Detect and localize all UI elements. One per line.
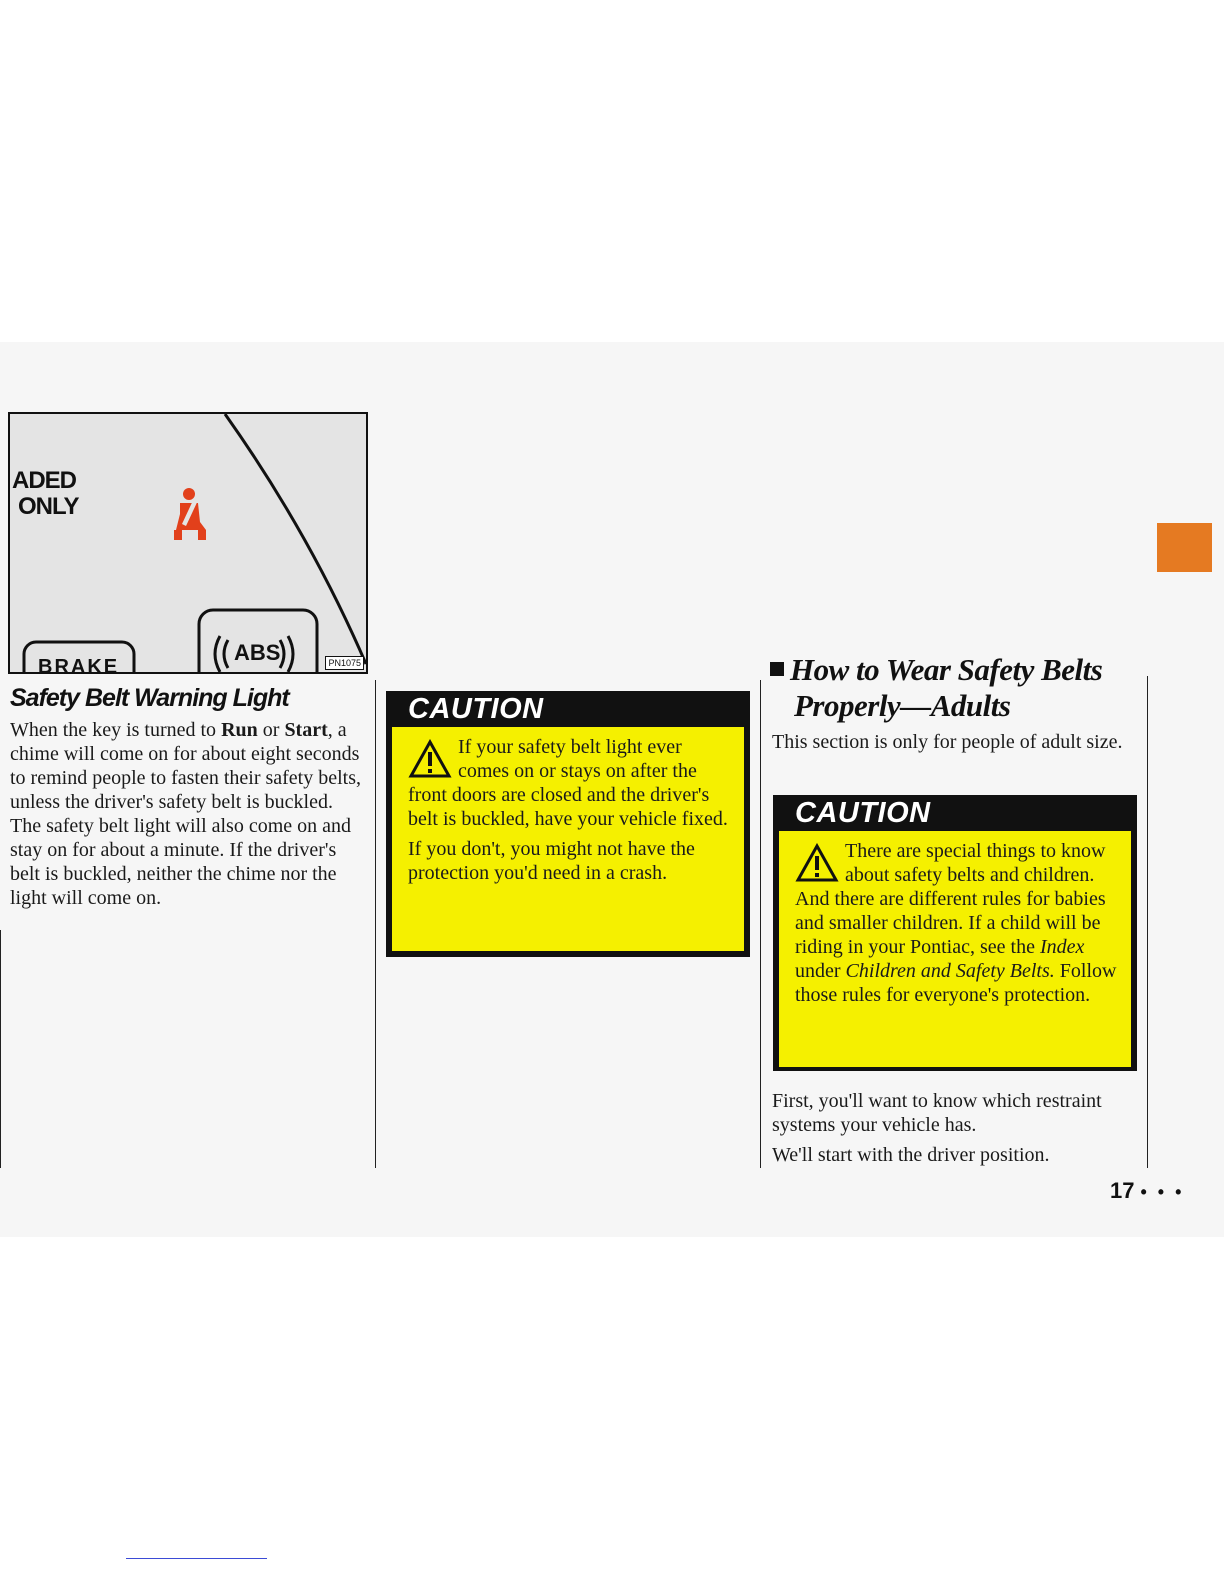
figure-code: PN1075 xyxy=(325,656,364,670)
body-paragraph: We'll start with the driver position. xyxy=(772,1144,1050,1166)
column-divider xyxy=(1147,676,1148,1168)
caution-title: CAUTION xyxy=(795,797,931,829)
panel-label-line1: ADED xyxy=(12,467,77,494)
warning-triangle-icon xyxy=(795,843,839,883)
caution-title: CAUTION xyxy=(408,693,544,725)
key-position-start: Start xyxy=(284,719,328,741)
body-paragraph: First, you'll want to know which restraint systems your vehicle has. xyxy=(772,1090,1102,1136)
key-position-run: Run xyxy=(221,719,258,741)
section-intro: This section is only for people of adult size. xyxy=(772,731,1123,753)
caution-paragraph: There are special things to know about safety belts and children. And there are different rules for babies and smaller children. If a child will be riding in your Pontiac, see the Index under Children and Safety Belts. Follow those rules for everyone's protection. xyxy=(795,840,1117,1006)
warning-triangle-icon xyxy=(408,739,452,779)
section-heading-wear-belts: How to Wear Safety Belts Properly—Adults xyxy=(770,652,1140,724)
seatbelt-warning-icon xyxy=(174,488,206,540)
warning-light-description: When the key is turned to Run or Start, a chime will come on for about eight seconds to remind people to fasten their safety belts, unless the driver's safety belt is buckled. The safety belt light will also come on and stay on for about a minute. If the driver's belt is buckled, neither the chime nor the light will come on. xyxy=(10,719,362,909)
section-tab-marker xyxy=(1157,523,1212,572)
brake-indicator-label: BRAKE xyxy=(38,656,120,674)
caution-box xyxy=(386,691,750,957)
caution-body xyxy=(392,727,744,951)
caution-paragraph: If you don't, you might not have the protection you'd need in a crash. xyxy=(408,838,695,884)
column-divider xyxy=(760,680,761,1168)
instrument-panel-illustration xyxy=(8,412,368,674)
section-heading-warning-light: Safety Belt Warning Light xyxy=(10,684,289,712)
column-divider xyxy=(375,680,376,1168)
footer-underline xyxy=(126,1558,267,1559)
caution-paragraph: If your safety belt light ever comes on or stays on after the front doors are closed and the driver's belt is buckled, have your vehicle fixed. xyxy=(408,736,728,830)
caution-box xyxy=(773,795,1137,1071)
instrument-panel-drawing xyxy=(10,414,366,672)
topic-reference: Children and Safety Belts. xyxy=(845,960,1055,982)
section-body xyxy=(772,1089,1132,1173)
bullet-square-icon xyxy=(770,662,784,676)
page-number: 17 • • • xyxy=(1110,1178,1185,1203)
index-reference: Index xyxy=(1039,936,1085,958)
panel-label-line2: ONLY xyxy=(18,493,79,520)
abs-indicator-label: ABS xyxy=(234,640,281,665)
column-divider xyxy=(0,930,1,1168)
caution-body xyxy=(779,831,1131,1067)
page-dots: • • • xyxy=(1140,1182,1185,1202)
